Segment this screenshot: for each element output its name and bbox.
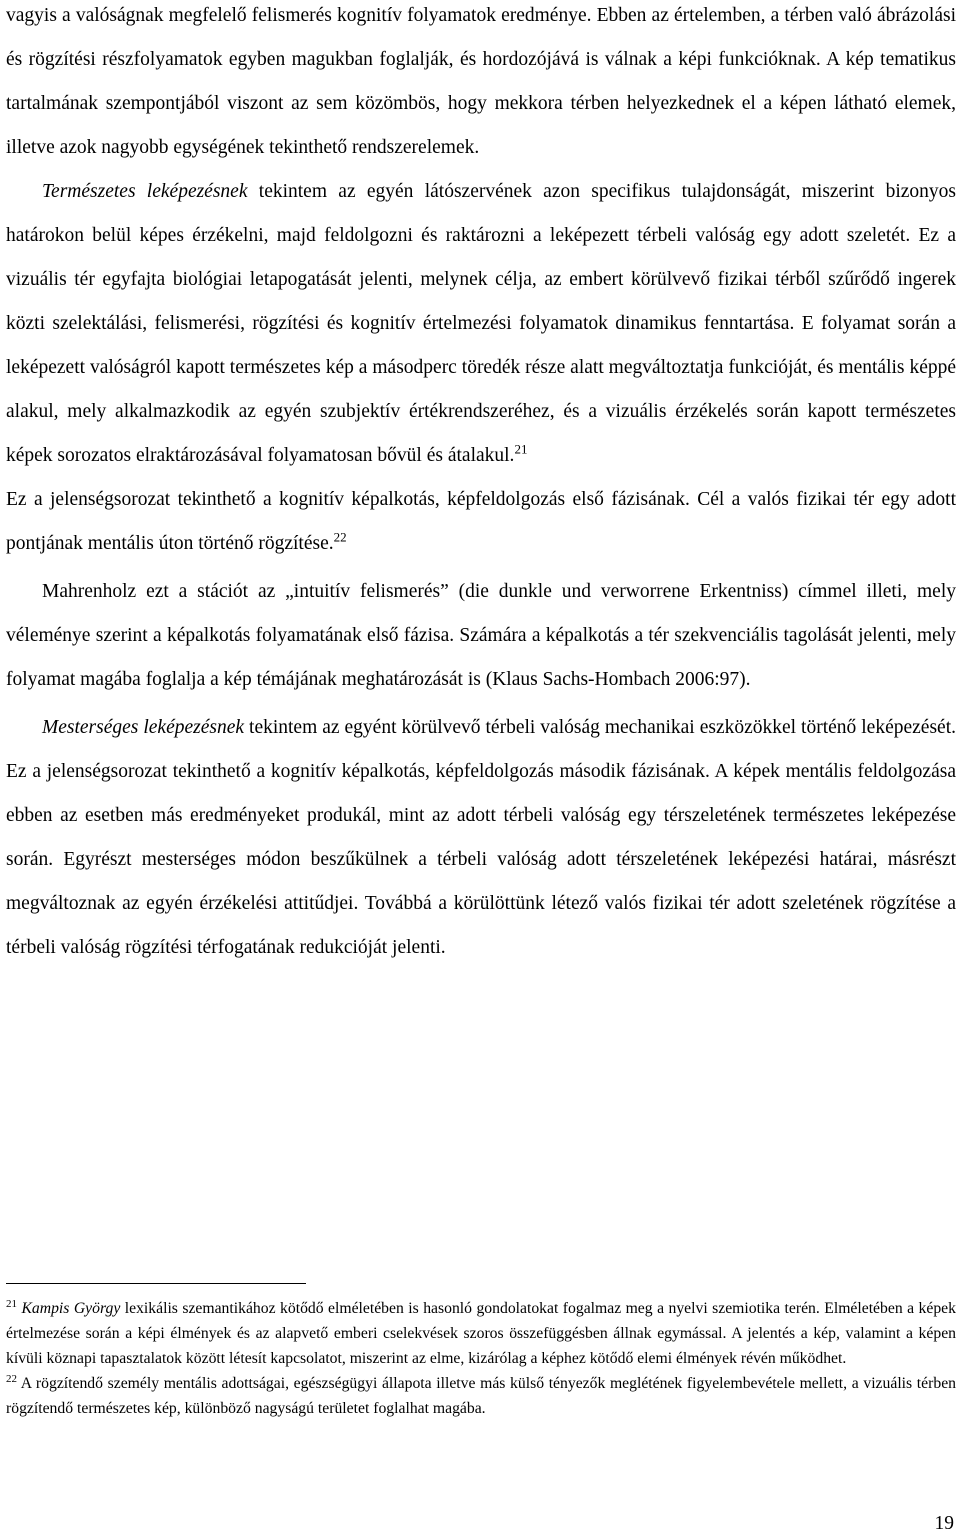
paragraph-5-text: tekintem az egyént körülvevő térbeli valóság mechanikai eszközökkel történő leképezését. Ez a jelenségsorozat tekinthető a kognitív képalkotás, képfeldolgozás második fázisának. A képek mentális feldolgozása ebben az esetben más eredményeket produkál, mint az adott térbeli valóság egy térszeletének természetes leképezése során. Egyrészt mesterséges módon beszűkülnek a térbeli valóság adott térszeletének leképezési határai, másrészt megváltoznak az egyén érzékelési attitűdjei. Továbbá a körülöttünk létező valós fizikai tér adott szeletének rögzítése a térbeli valóság rögzítési térfogatának redukcióját jelenti. [6, 717, 956, 958]
footnote-21 [6, 1296, 956, 1371]
term-artificial-mapping: Mesterséges leképezésnek [42, 717, 245, 738]
paragraph-2-text: tekintem az egyén látószervének azon specifikus tulajdonságát, miszerint bizonyos határokon belül képes érzékelni, majd feldolgozni és raktározni a leképezett térbeli valóság egy adott szeletét. Ez a vizuális tér egyfajta biológiai letapogatását jelenti, melynek célja, az embert körülvevő fizikai térből szűrődő ingerek közti szelektálási, felismerési, rögzítési és kognitív értelmezési folyamatok dinamikus fenntartása. E folyamat során a leképezett valóságról kapott természetes kép a másodperc töredék része alatt megváltoztatja funkcióját, és mentális képpé alakul, mely alkalmazkodik az egyén szubjektív értékrendszeréhez, és a vizuális érzékelés során kapott természetes képek sorozatos elraktározásával folyamatosan bővül és átalakul. [6, 181, 956, 466]
footnote-22-text: A rögzítendő személy mentális adottságai, egészségügyi állapota illetve más külső tényezők meglétének figyelembevétele mellett, a vizuális térben rögzítendő természetes kép, különböző nagyságú területet foglalhat magába. [6, 1375, 956, 1417]
footnote-22-number: 22 [6, 1372, 17, 1385]
term-natural-mapping: Természetes leképezésnek [42, 181, 248, 202]
paragraph-4 [6, 570, 956, 702]
footnote-ref-21[interactable]: 21 [514, 441, 528, 457]
paragraph-3-text: Ez a jelenségsorozat tekinthető a kognitív képalkotás, képfeldolgozás első fázisának. Cél a valós fizikai tér egy adott pontjának mentális úton történő rögzítése. [6, 489, 956, 554]
paragraph-3 [6, 478, 956, 566]
paragraph-1 [6, 0, 956, 170]
footnote-21-author: Kampis György [21, 1300, 121, 1317]
footnote-21-number: 21 [6, 1297, 17, 1310]
footnote-separator [6, 1283, 306, 1284]
paragraph-2 [6, 170, 956, 478]
paragraph-5 [6, 706, 956, 970]
footnote-21-text: lexikális szemantikához kötődő elméletében is hasonló gondolatokat fogalmaz meg a nyelvi szemiotika terén. Elméletében a képek értelmezése során a képi élmények és az alapvető emberi cselekvések szoros összefüggésben állnak egymással. A jelentés a kép, valamint a képen kívüli köznapi tapasztalatok között létesít kapcsolatot, miszerint az elme, kizárólag a képhez kötődő elemi élmények révén működhet. [6, 1300, 956, 1367]
footnotes [6, 1296, 956, 1421]
footnote-22 [6, 1371, 956, 1421]
paragraph-1-text: vagyis a valóságnak megfelelő felismerés kognitív folyamatok eredménye. Ebben az értelemben, a térben való ábrázolási és rögzítési részfolyamatok egyben magukban foglalják, és hordozójává is válnak a képi funkcióknak. A kép tematikus tartalmának szempontjából viszont az sem közömbös, hogy mekkora térben helyezkednek el a képen látható elemek, illetve azok nagyobb egységének tekinthető rendszerelemek. [6, 5, 956, 158]
footnote-ref-22[interactable]: 22 [333, 529, 347, 545]
paragraph-4-text: Mahrenholz ezt a stációt az „intuitív felismerés” (die dunkle und verworrene Erkentniss) címmel illeti, mely véleménye szerint a képalkotás folyamatának első fázisa. Számára a képalkotás a tér szekvenciális tagolását jelenti, mely folyamat magába foglalja a kép témájának meghatározását is (Klaus Sachs-Hombach 2006:97). [6, 581, 956, 690]
body-text [6, 0, 956, 970]
page-number: 19 [934, 1513, 954, 1534]
